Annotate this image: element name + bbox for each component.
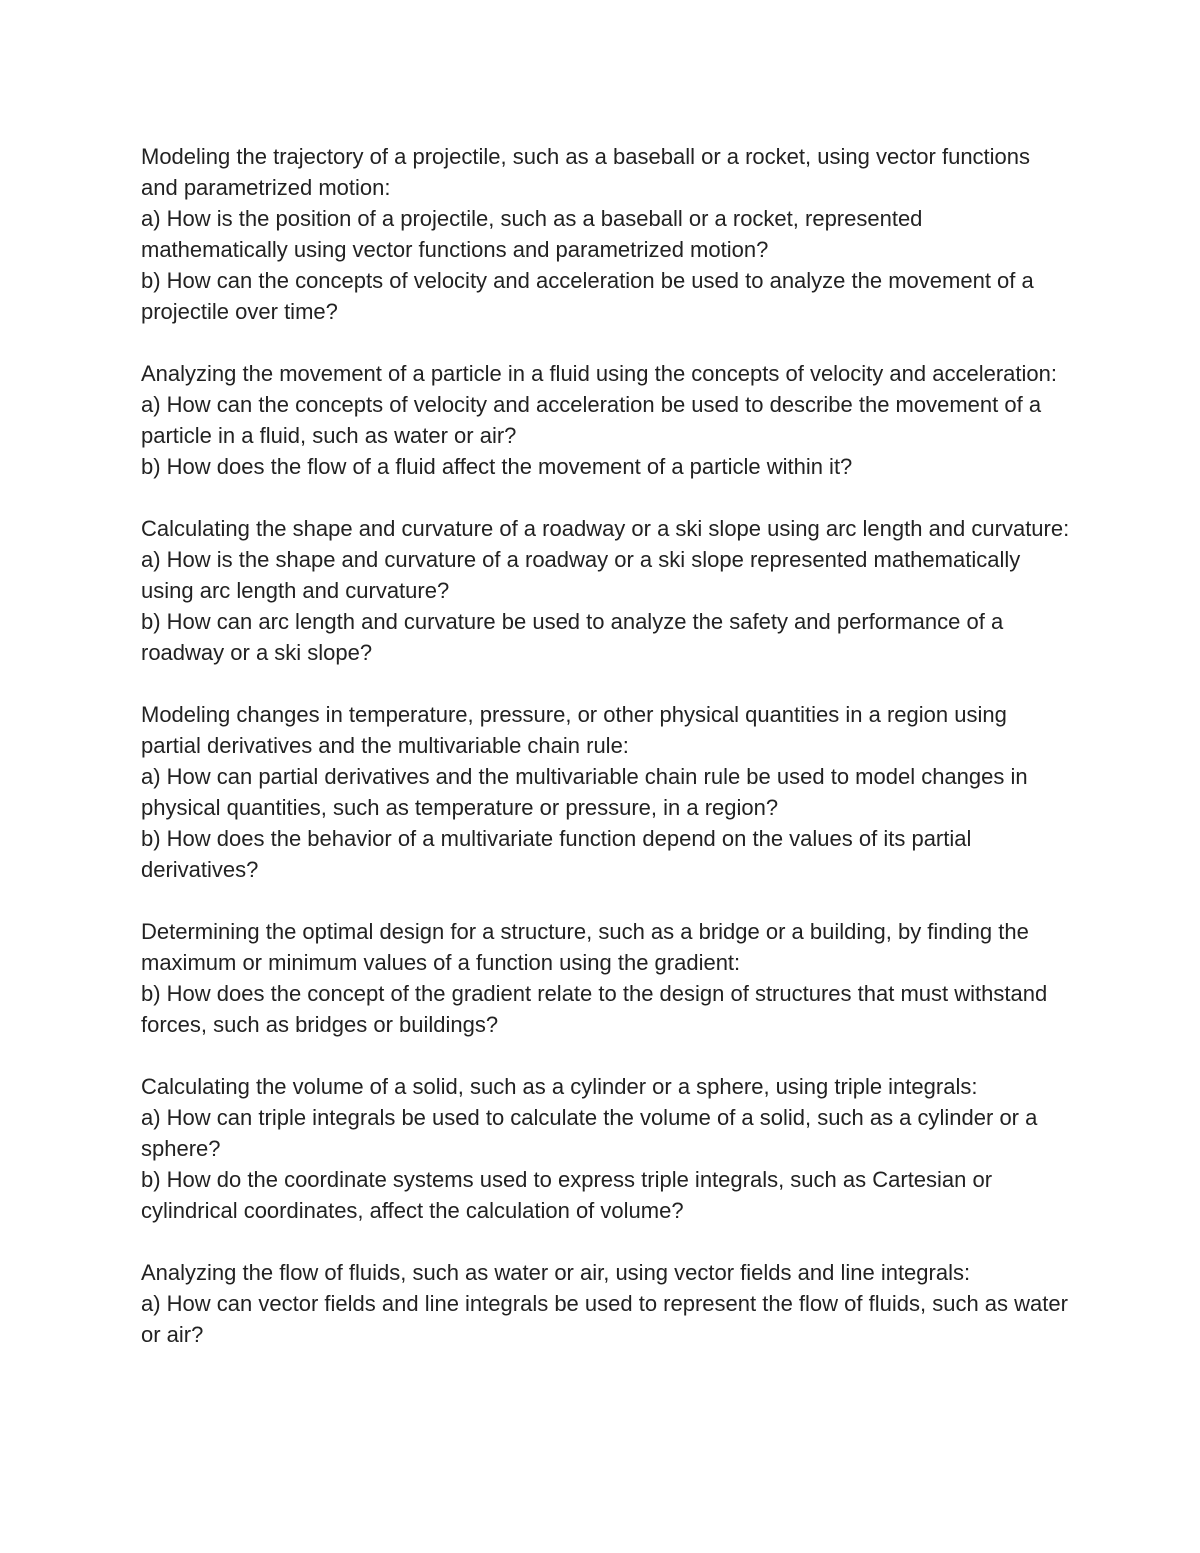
section-roadway-curvature — [141, 513, 1071, 668]
section-optimal-design — [141, 916, 1071, 1040]
document-body — [141, 141, 1071, 1381]
question-item: a) How can vector fields and line integrals be used to represent the flow of fluids, such as water or air? — [141, 1291, 1068, 1347]
section-heading: Modeling changes in temperature, pressure, or other physical quantities in a region using partial derivatives and the multivariable chain rule: — [141, 702, 1007, 758]
question-item: b) How do the coordinate systems used to express triple integrals, such as Cartesian or cylindrical coordinates, affect the calculation of volume? — [141, 1167, 993, 1223]
section-heading: Calculating the volume of a solid, such as a cylinder or a sphere, using triple integrals: — [141, 1074, 978, 1099]
question-item: b) How can the concepts of velocity and acceleration be used to analyze the movement of a projectile over time? — [141, 268, 1034, 324]
section-heading: Analyzing the movement of a particle in a fluid using the concepts of velocity and acceleration: — [141, 361, 1057, 386]
section-projectile-trajectory — [141, 141, 1071, 327]
section-fluid-flow — [141, 1257, 1071, 1350]
section-triple-integrals — [141, 1071, 1071, 1226]
question-item: a) How is the shape and curvature of a roadway or a ski slope represented mathematically using arc length and curvature? — [141, 547, 1021, 603]
section-partial-derivatives — [141, 699, 1071, 885]
question-item: a) How can the concepts of velocity and acceleration be used to describe the movement of a particle in a fluid, such as water or air? — [141, 392, 1042, 448]
section-heading: Calculating the shape and curvature of a roadway or a ski slope using arc length and curvature: — [141, 516, 1070, 541]
question-item: b) How does the flow of a fluid affect the movement of a particle within it? — [141, 454, 853, 479]
question-item: a) How can partial derivatives and the multivariable chain rule be used to model changes in physical quantities, such as temperature or pressure, in a region? — [141, 764, 1028, 820]
question-item: b) How does the concept of the gradient relate to the design of structures that must withstand forces, such as bridges or buildings? — [141, 981, 1048, 1037]
section-heading: Determining the optimal design for a structure, such as a bridge or a building, by finding the maximum or minimum values of a function using the gradient: — [141, 919, 1029, 975]
section-heading: Analyzing the flow of fluids, such as water or air, using vector fields and line integrals: — [141, 1260, 971, 1285]
section-particle-in-fluid — [141, 358, 1071, 482]
question-item: b) How can arc length and curvature be used to analyze the safety and performance of a roadway or a ski slope? — [141, 609, 1004, 665]
question-item: a) How is the position of a projectile, such as a baseball or a rocket, represented mathematically using vector functions and parametrized motion? — [141, 206, 923, 262]
question-item: b) How does the behavior of a multivariate function depend on the values of its partial derivatives? — [141, 826, 972, 882]
question-item: a) How can triple integrals be used to calculate the volume of a solid, such as a cylinder or a sphere? — [141, 1105, 1038, 1161]
section-heading: Modeling the trajectory of a projectile, such as a baseball or a rocket, using vector functions and parametrized motion: — [141, 144, 1031, 200]
